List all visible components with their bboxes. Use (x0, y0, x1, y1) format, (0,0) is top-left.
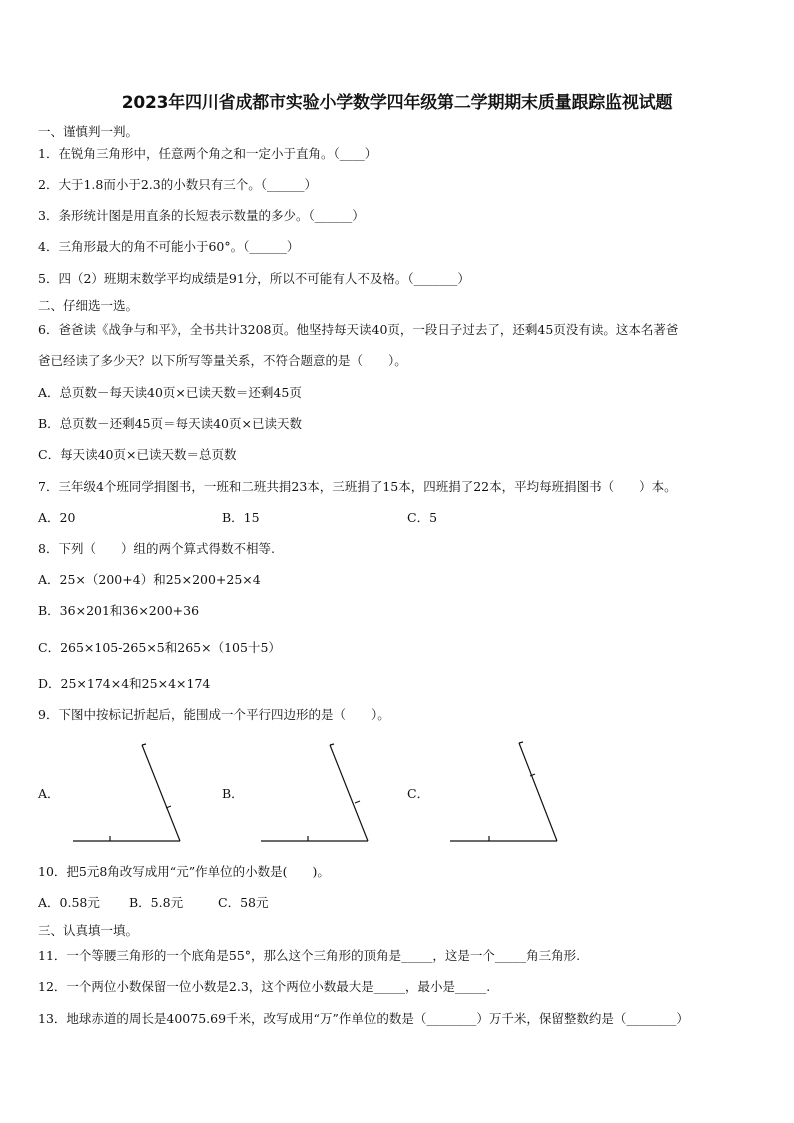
question-8-option-a: A．25×（200+4）和25×200+25×4 (38, 572, 261, 587)
question-10-option-b: B．5.8元 (129, 895, 184, 910)
question-9-option-a-label: A． (38, 786, 60, 801)
question-11: 11．一个等腰三角形的一个底角是55°，那么这个三角形的顶角是_____，这是一个_____角三角形. (38, 948, 581, 963)
question-8-option-c: C．265×105-265×5和265×（105十5） (38, 640, 281, 655)
question-2: 2．大于1.8而小于2.3的小数只有三个。（______） (38, 177, 317, 192)
section-heading-2: 二、仔细选一选。 (38, 298, 139, 313)
question-7-option-c: C．5 (407, 510, 438, 525)
question-13: 13．地球赤道的周长是40075.69千米，改写成用“万”作单位的数是（________）万千米，保留整数约是（________） (38, 1011, 689, 1026)
question-7-option-b: B．15 (222, 510, 260, 525)
question-9-option-b-label: B． (222, 786, 244, 801)
fold-figure-b (258, 740, 373, 846)
page-title: 2023年四川省成都市实验小学数学四年级第二学期期末质量跟踪监视试题 (121, 93, 673, 113)
question-9: 9．下图中按标记折起后，能围成一个平行四边形的是（ ）。 (38, 707, 390, 722)
question-6-line-2: 爸已经读了多少天？以下所写等量关系，不符合题意的是（ ）。 (38, 353, 407, 368)
question-6-option-c: C．每天读40页×已读天数＝总页数 (38, 447, 237, 462)
question-7: 7．三年级4个班同学捐图书，一班和二班共捐23本，三班捐了15本，四班捐了22本，平均每班捐图书（ ）本。 (38, 479, 677, 494)
question-10-option-a: A．0.58元 (38, 895, 100, 910)
question-6-option-b: B．总页数－还剩45页＝每天读40页×已读天数 (38, 416, 302, 431)
question-9-option-c-label: C． (407, 786, 430, 801)
question-8-option-b: B．36×201和36×200+36 (38, 603, 200, 618)
fold-figure-a (70, 740, 185, 846)
fold-figure-c (447, 740, 562, 846)
section-heading-1: 一、谨慎判一判。 (38, 124, 139, 139)
question-4: 4．三角形最大的角不可能小于60°。（______） (38, 239, 300, 254)
question-10: 10．把5元8角改写成用“元”作单位的小数是( )。 (38, 864, 330, 879)
question-3: 3．条形统计图是用直条的长短表示数量的多少。（______） (38, 208, 365, 223)
section-heading-3: 三、认真填一填。 (38, 923, 139, 938)
question-8: 8．下列（ ）组的两个算式得数不相等. (38, 541, 275, 556)
question-7-option-a: A．20 (38, 510, 76, 525)
question-10-option-c: C．58元 (218, 895, 269, 910)
question-1: 1．在锐角三角形中，任意两个角之和一定小于直角。（____） (38, 146, 378, 161)
question-6-line-1: 6．爸爸读《战争与和平》，全书共计3208页。他坚持每天读40页，一段日子过去了，还剩45页没有读。这本名著爸 (38, 322, 679, 337)
question-6-option-a: A．总页数－每天读40页×已读天数＝还剩45页 (38, 385, 302, 400)
question-12: 12．一个两位小数保留一位小数是2.3，这个两位小数最大是_____，最小是_____. (38, 979, 491, 994)
question-5: 5．四（2）班期末数学平均成绩是91分，所以不可能有人不及格。（_______） (38, 271, 470, 286)
question-8-option-d: D．25×174×4和25×4×174 (38, 676, 211, 691)
